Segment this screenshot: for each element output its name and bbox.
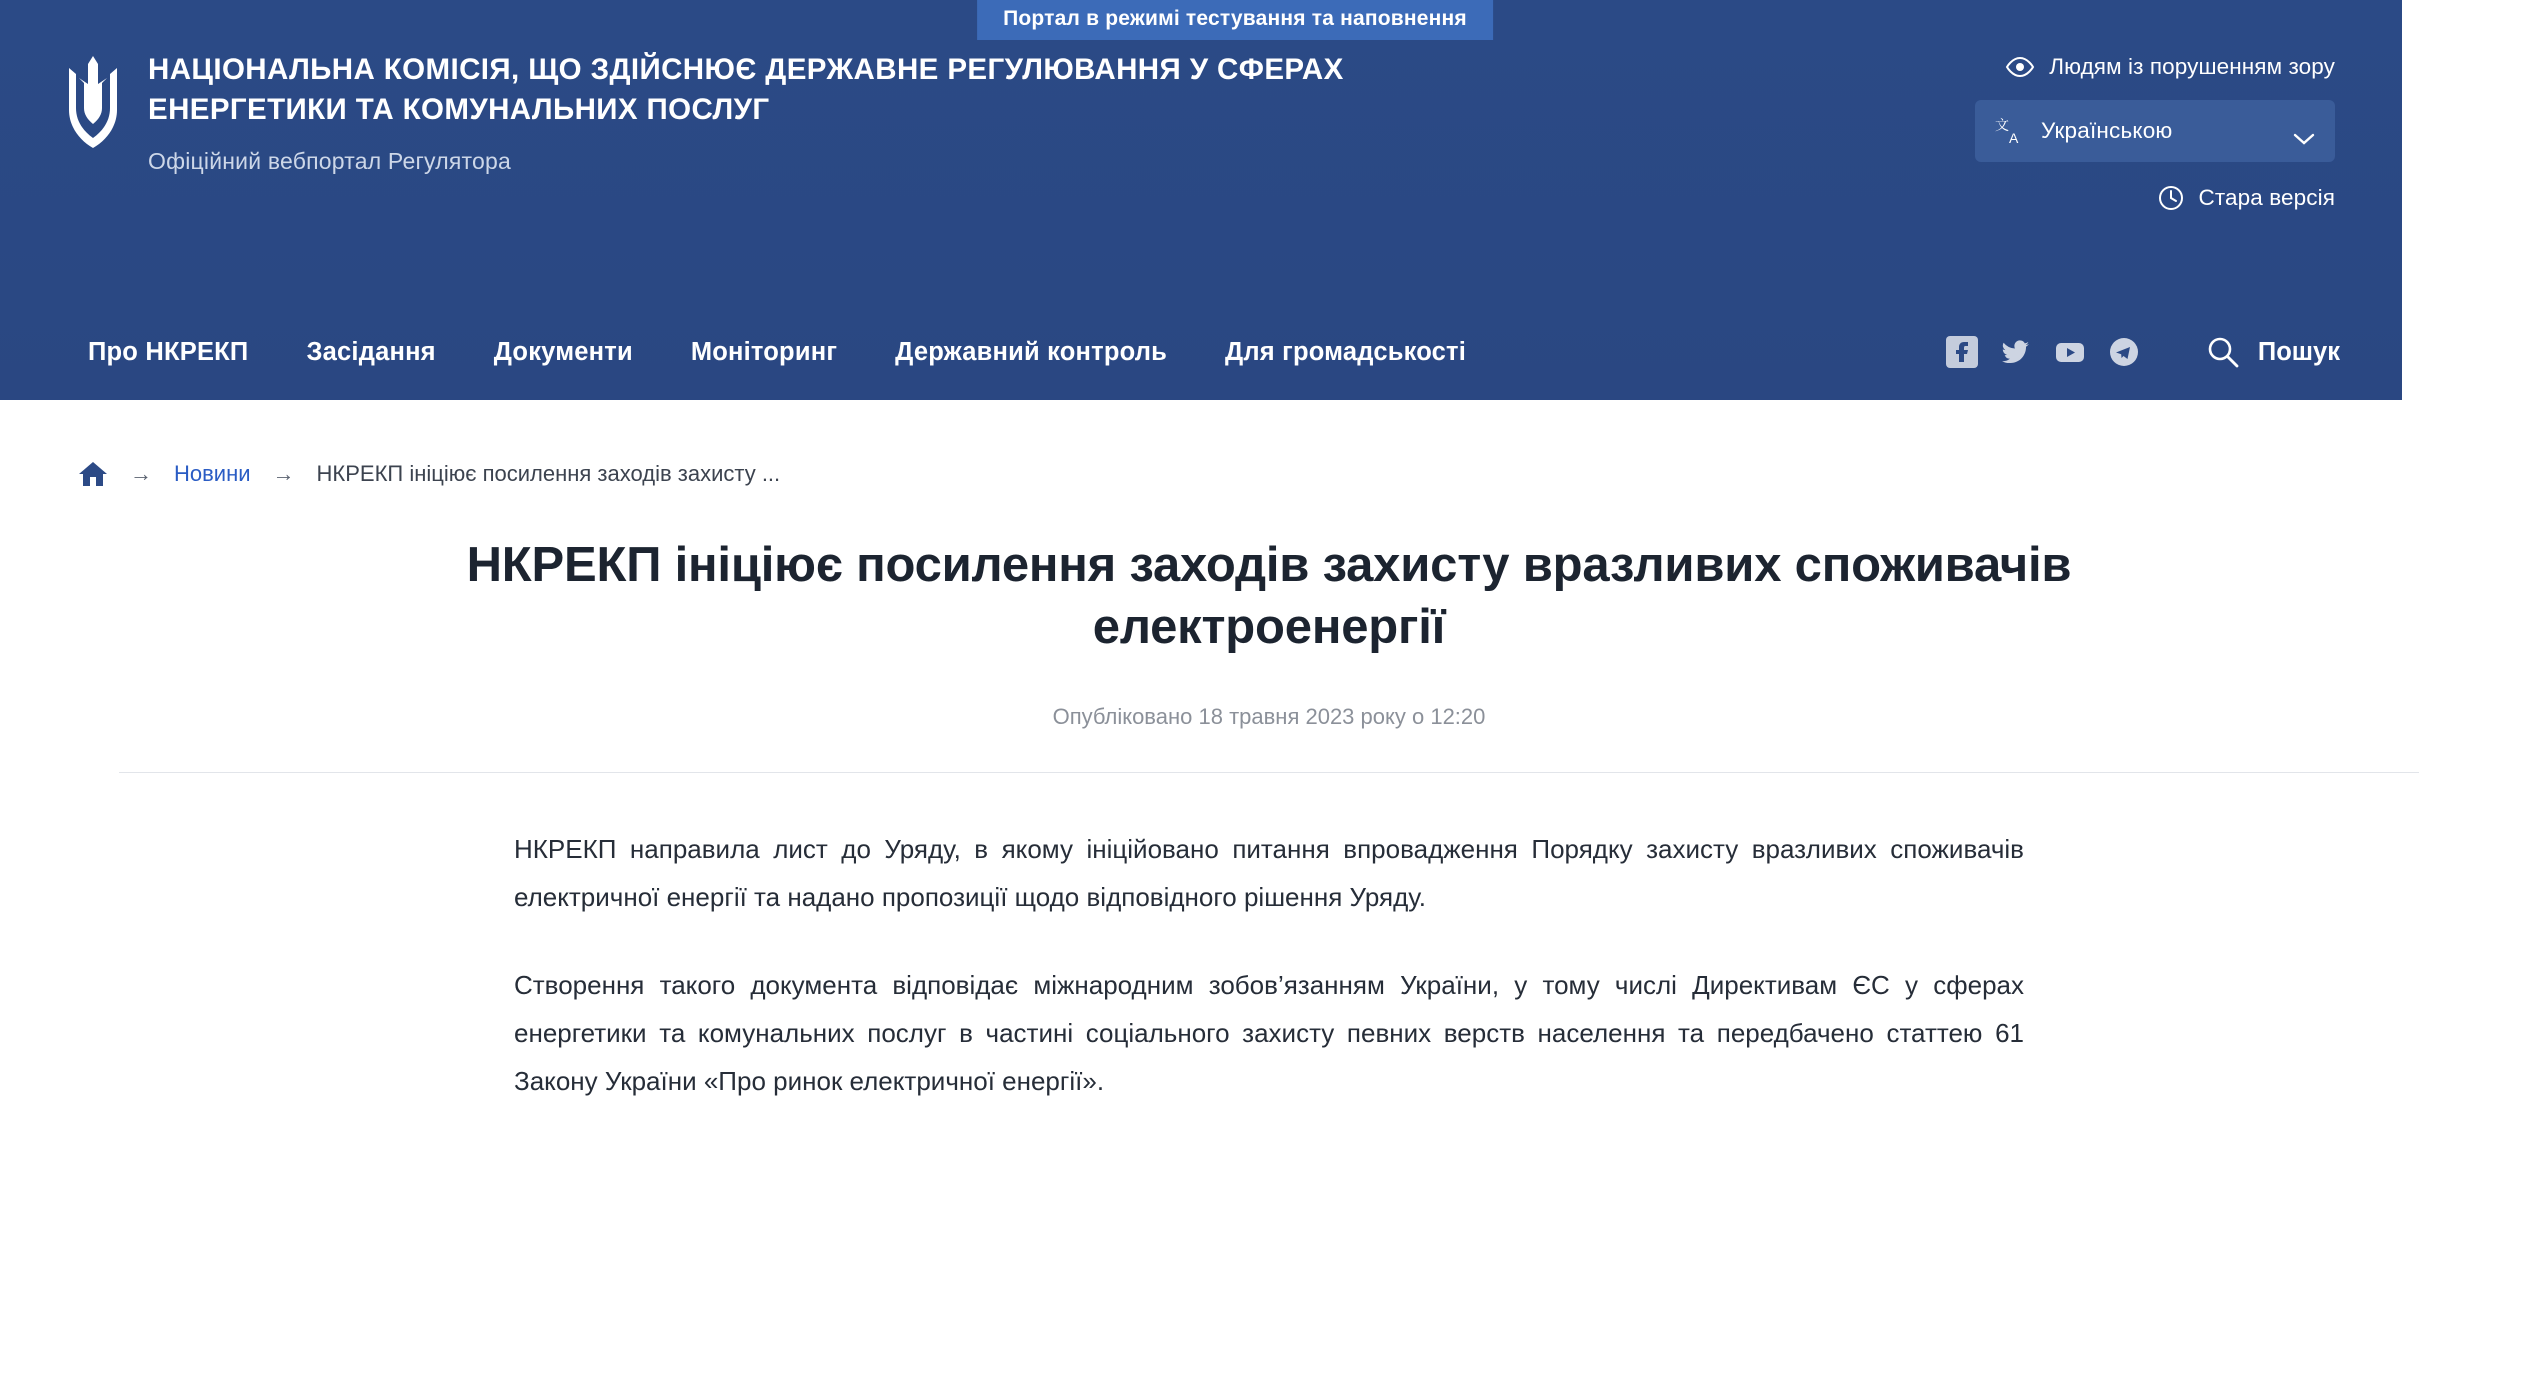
article-paragraph: Створення такого документа відповідає міжнародним зобов’язанням України, у тому числі Директивам ЄС у сферах енергетики та комунальних послуг в частині соціального захисту певних верств населення та передбачено статтею 61 Закону України «Про ринок електричної енергії». — [514, 970, 2024, 1096]
nav-item-documents[interactable]: Документи — [493, 337, 633, 366]
language-select[interactable] — [1975, 100, 2335, 162]
page-title: НКРЕКП ініціює посилення заходів захисту вразливих споживачів електроенергії — [466, 538, 2072, 654]
site-titles — [148, 48, 1468, 175]
nav-item-meetings[interactable]: Засідання — [306, 337, 436, 366]
translate-icon — [1995, 116, 2025, 146]
old-version-label: Стара версія — [2198, 185, 2335, 210]
site-header — [0, 0, 2470, 400]
home-icon[interactable] — [78, 460, 108, 488]
breadcrumb-arrow-2: → — [272, 461, 295, 486]
social-links — [1946, 336, 2162, 368]
facebook-icon[interactable] — [1946, 336, 1978, 368]
logo-block[interactable] — [0, 48, 1468, 175]
nav-item-about[interactable]: Про НКРЕКП — [88, 337, 249, 366]
article-body — [514, 773, 2024, 1105]
publish-date: Опубліковано 18 травня 2023 року о 12:20 — [1052, 704, 1486, 729]
site-title: НАЦІОНАЛЬНА КОМІСІЯ, ЩО ЗДІЙСНЮЄ ДЕРЖАВНЕ РЕГУЛЮВАННЯ У СФЕРАХ ЕНЕРГЕТИКИ ТА КОМУНАЛЬНИХ ПОСЛУГ — [148, 53, 1344, 126]
nav-right-cluster — [1946, 335, 2340, 369]
article — [119, 488, 2419, 1105]
search-label: Пошук — [2257, 337, 2340, 366]
search-button[interactable] — [2206, 335, 2340, 369]
accessibility-link[interactable] — [2005, 54, 2335, 80]
chevron-down-icon — [2293, 125, 2315, 137]
svg-text:文: 文 — [1995, 117, 2009, 133]
youtube-icon[interactable] — [2054, 336, 2086, 368]
site-subtitle: Офіційний вебпортал Регулятора — [148, 148, 511, 174]
nav-item-monitoring[interactable]: Моніторинг — [690, 337, 838, 366]
breadcrumb-item-current: НКРЕКП ініціює посилення заходів захисту ... — [316, 461, 781, 486]
breadcrumb — [0, 400, 2538, 488]
old-version-link[interactable] — [2157, 184, 2335, 212]
language-value: Українською — [2041, 118, 2173, 143]
breadcrumb-item-news[interactable]: Новини — [174, 461, 251, 486]
ukraine-trident-icon — [62, 54, 124, 150]
breadcrumb-arrow-1: → — [130, 461, 152, 486]
article-paragraph: НКРЕКП направила лист до Уряду, в якому ініційовано питання впровадження Порядку захисту вразливих споживачів електричної енергії та надано пропозиції щодо відповідного рішення Уряду. — [514, 834, 2024, 912]
accessibility-label: Людям із порушенням зору — [2049, 54, 2335, 79]
search-icon — [2206, 335, 2240, 369]
nav-item-for-public[interactable]: Для громадськості — [1225, 337, 1467, 366]
telegram-icon[interactable] — [2108, 336, 2140, 368]
clock-history-icon — [2157, 184, 2185, 212]
eye-accessibility-icon — [2005, 56, 2035, 78]
main-navigation — [0, 304, 2470, 400]
twitter-icon[interactable] — [2000, 336, 2032, 368]
test-mode-banner: Портал в режимі тестування та наповнення — [977, 0, 1493, 40]
header-utilities — [1915, 54, 2335, 212]
header-right-gutter — [2402, 0, 2470, 400]
svg-text:A: A — [2009, 130, 2019, 146]
nav-item-state-control[interactable]: Державний контроль — [895, 337, 1168, 366]
